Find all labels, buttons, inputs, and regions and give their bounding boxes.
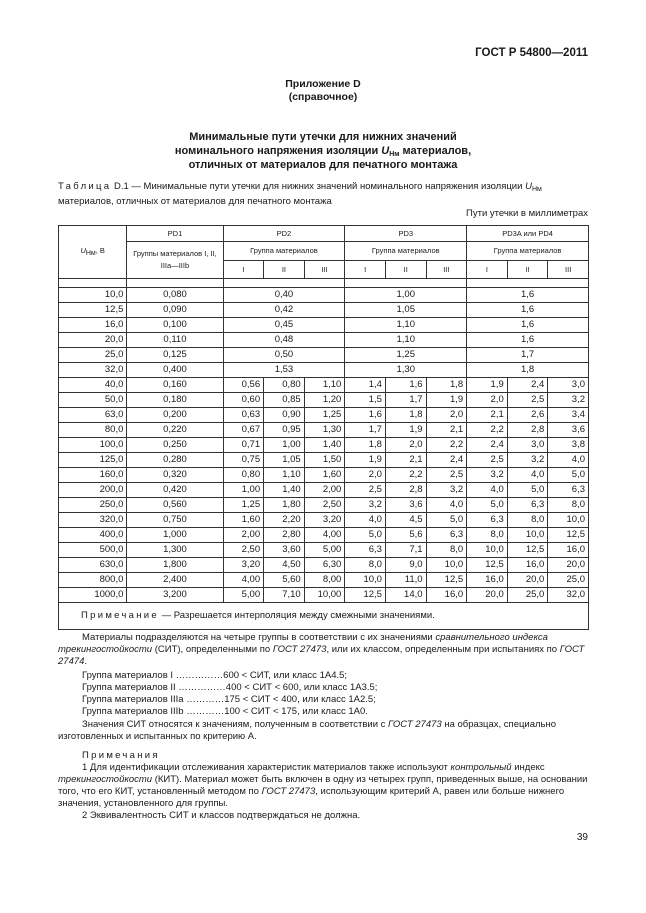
value-cell: 1,30 xyxy=(345,363,467,378)
value-cell: 1,6 xyxy=(467,318,589,333)
group-item: Группа материалов II ……………400 < СИТ < 600, или класс 1А3.5; xyxy=(82,682,378,693)
section-title-line-3: отличных от материалов для печатного монтажа xyxy=(188,159,458,171)
value-cell: 12,5 xyxy=(345,588,386,603)
value-cell: 0,180 xyxy=(127,393,223,408)
value-cell: 2,4 xyxy=(507,378,548,393)
value-cell: 0,71 xyxy=(223,438,264,453)
table-row xyxy=(59,438,589,453)
value-cell: 2,5 xyxy=(467,453,508,468)
voltage-cell: 100,0 xyxy=(59,438,127,453)
value-cell: 1,6 xyxy=(467,303,589,318)
section-title-line-1: Минимальные пути утечки для нижних значений xyxy=(189,131,457,143)
table-row xyxy=(59,498,589,513)
value-cell: 4,0 xyxy=(426,498,467,513)
value-cell: 0,080 xyxy=(127,288,223,303)
note-1: 1 Для идентификации отслеживания характеристик материалов также используют контрольный индекс трекингостойкости (КИТ). Материал может быть включен в одну из четырех групп, приведенных выше, на основании того, что его КИТ, установленный методом по ГОСТ 27473, использующим критерий А, равен или больше нижнего значения, установленного для группы. xyxy=(58,762,588,809)
voltage-cell: 500,0 xyxy=(59,543,127,558)
value-cell: 3,0 xyxy=(548,378,589,393)
value-cell: 2,8 xyxy=(385,483,426,498)
value-cell: 4,0 xyxy=(507,468,548,483)
table-row xyxy=(59,303,589,318)
table-caption: Таблица D.1 — Минимальные пути утечки для нижних значений номинального напряжения изоляции $U_{Нм}$ материалов, отличных от материалов для печатного монтажа xyxy=(58,181,542,207)
value-cell: 0,40 xyxy=(223,288,345,303)
group-iii: III xyxy=(548,261,589,279)
table-header-row-1 xyxy=(59,226,589,242)
value-cell: 5,0 xyxy=(548,468,589,483)
voltage-cell: 63,0 xyxy=(59,408,127,423)
creepage-table xyxy=(58,225,589,630)
value-cell: 2,00 xyxy=(304,483,345,498)
value-cell: 1,9 xyxy=(426,393,467,408)
value-cell: 1,10 xyxy=(345,318,467,333)
voltage-cell: 1000,0 xyxy=(59,588,127,603)
value-cell: 4,00 xyxy=(304,528,345,543)
value-cell: 1,9 xyxy=(467,378,508,393)
value-cell: 0,320 xyxy=(127,468,223,483)
value-cell: 1,60 xyxy=(304,468,345,483)
value-cell: 1,8 xyxy=(345,438,386,453)
value-cell: 3,6 xyxy=(385,498,426,513)
value-cell: 1,8 xyxy=(385,408,426,423)
value-cell: 6,3 xyxy=(426,528,467,543)
units-note: Пути утечки в миллиметрах xyxy=(466,208,588,219)
value-cell: 20,0 xyxy=(467,588,508,603)
paragraph-cti-values: Значения СИТ относятся к значениям, полученным в соответствии с ГОСТ 27473 на образцах, специально изготовленных и испытанных по критерию А. xyxy=(58,719,557,742)
group-ii: II xyxy=(264,261,305,279)
appendix-type: (справочное) xyxy=(288,91,358,103)
table-row xyxy=(59,423,589,438)
value-cell: 1,00 xyxy=(345,288,467,303)
value-cell: 1,7 xyxy=(467,348,589,363)
value-cell: 2,5 xyxy=(345,483,386,498)
value-cell: 1,25 xyxy=(223,498,264,513)
value-cell: 0,67 xyxy=(223,423,264,438)
value-cell: 6,3 xyxy=(548,483,589,498)
value-cell: 6,3 xyxy=(507,498,548,513)
value-cell: 3,2 xyxy=(467,468,508,483)
value-cell: 25,0 xyxy=(507,588,548,603)
value-cell: 2,4 xyxy=(467,438,508,453)
value-cell: 2,2 xyxy=(385,468,426,483)
value-cell: 1,00 xyxy=(223,483,264,498)
value-cell: 16,0 xyxy=(507,558,548,573)
header-voltage: UНм, В xyxy=(59,226,127,279)
value-cell: 10,0 xyxy=(426,558,467,573)
voltage-cell: 40,0 xyxy=(59,378,127,393)
value-cell: 5,60 xyxy=(264,573,305,588)
value-cell: 16,0 xyxy=(426,588,467,603)
value-cell: 2,8 xyxy=(507,423,548,438)
value-cell: 11,0 xyxy=(385,573,426,588)
value-cell: 5,00 xyxy=(304,543,345,558)
value-cell: 5,0 xyxy=(507,483,548,498)
value-cell: 0,090 xyxy=(127,303,223,318)
value-cell: 1,000 xyxy=(127,528,223,543)
value-cell: 2,80 xyxy=(264,528,305,543)
value-cell: 0,85 xyxy=(264,393,305,408)
value-cell: 12,5 xyxy=(548,528,589,543)
value-cell: 1,9 xyxy=(385,423,426,438)
value-cell: 3,60 xyxy=(264,543,305,558)
value-cell: 3,4 xyxy=(548,408,589,423)
group-item: Группа материалов IIIb …………100 < СИТ < 175, или класс 1А0. xyxy=(82,706,368,717)
value-cell: 0,45 xyxy=(223,318,345,333)
value-cell: 8,0 xyxy=(467,528,508,543)
voltage-cell: 50,0 xyxy=(59,393,127,408)
header-pd3a-pd4: PD3A или PD4 xyxy=(467,226,589,242)
value-cell: 2,5 xyxy=(426,468,467,483)
value-cell: 0,280 xyxy=(127,453,223,468)
voltage-cell: 320,0 xyxy=(59,513,127,528)
group-item: Группа материалов I ……………600 < СИТ, или класс 1А4.5; xyxy=(82,670,348,681)
value-cell: 3,2 xyxy=(345,498,386,513)
notes-label: Примечания xyxy=(82,750,160,761)
value-cell: 3,200 xyxy=(127,588,223,603)
value-cell: 2,1 xyxy=(385,453,426,468)
table-row xyxy=(59,408,589,423)
table-row xyxy=(59,288,589,303)
value-cell: 12,5 xyxy=(467,558,508,573)
value-cell: 5,00 xyxy=(223,588,264,603)
table-row xyxy=(59,573,589,588)
value-cell: 1,6 xyxy=(345,408,386,423)
value-cell: 3,6 xyxy=(548,423,589,438)
voltage-cell: 32,0 xyxy=(59,363,127,378)
voltage-cell: 10,0 xyxy=(59,288,127,303)
value-cell: 1,25 xyxy=(304,408,345,423)
value-cell: 3,20 xyxy=(223,558,264,573)
value-cell: 6,3 xyxy=(345,543,386,558)
value-cell: 0,56 xyxy=(223,378,264,393)
value-cell: 4,0 xyxy=(548,453,589,468)
value-cell: 0,42 xyxy=(223,303,345,318)
value-cell: 1,6 xyxy=(385,378,426,393)
value-cell: 4,50 xyxy=(264,558,305,573)
table-row xyxy=(59,348,589,363)
value-cell: 1,80 xyxy=(264,498,305,513)
value-cell: 10,0 xyxy=(467,543,508,558)
value-cell: 6,30 xyxy=(304,558,345,573)
value-cell: 14,0 xyxy=(385,588,426,603)
value-cell: 10,0 xyxy=(507,528,548,543)
table-note: Примечание — Разрешается интерполяция между смежными значениями. xyxy=(59,603,589,630)
table-row xyxy=(59,528,589,543)
value-cell: 5,6 xyxy=(385,528,426,543)
value-cell: 3,8 xyxy=(548,438,589,453)
voltage-cell: 20,0 xyxy=(59,333,127,348)
value-cell: 0,95 xyxy=(264,423,305,438)
table-row xyxy=(59,588,589,603)
value-cell: 1,6 xyxy=(467,333,589,348)
spacer-row xyxy=(59,279,589,288)
value-cell: 3,20 xyxy=(304,513,345,528)
value-cell: 2,1 xyxy=(426,423,467,438)
value-cell: 1,40 xyxy=(264,483,305,498)
group-ii: II xyxy=(385,261,426,279)
header-pd2: PD2 xyxy=(223,226,345,242)
table-header-row-2 xyxy=(59,242,589,261)
value-cell: 0,90 xyxy=(264,408,305,423)
voltage-cell: 160,0 xyxy=(59,468,127,483)
value-cell: 1,53 xyxy=(223,363,345,378)
table-row xyxy=(59,468,589,483)
value-cell: 3,2 xyxy=(507,453,548,468)
value-cell: 4,00 xyxy=(223,573,264,588)
value-cell: 1,7 xyxy=(345,423,386,438)
value-cell: 8,0 xyxy=(548,498,589,513)
value-cell: 20,0 xyxy=(507,573,548,588)
voltage-cell: 200,0 xyxy=(59,483,127,498)
voltage-cell: 16,0 xyxy=(59,318,127,333)
value-cell: 16,0 xyxy=(548,543,589,558)
voltage-cell: 125,0 xyxy=(59,453,127,468)
value-cell: 2,4 xyxy=(426,453,467,468)
value-cell: 0,50 xyxy=(223,348,345,363)
document-code: ГОСТ Р 54800—2011 xyxy=(475,47,588,59)
value-cell: 5,0 xyxy=(345,528,386,543)
value-cell: 2,0 xyxy=(467,393,508,408)
table-row xyxy=(59,483,589,498)
value-cell: 1,800 xyxy=(127,558,223,573)
table-row xyxy=(59,558,589,573)
value-cell: 8,0 xyxy=(507,513,548,528)
value-cell: 2,0 xyxy=(426,408,467,423)
value-cell: 1,40 xyxy=(304,438,345,453)
value-cell: 1,60 xyxy=(223,513,264,528)
value-cell: 0,560 xyxy=(127,498,223,513)
value-cell: 0,100 xyxy=(127,318,223,333)
value-cell: 7,10 xyxy=(264,588,305,603)
voltage-cell: 800,0 xyxy=(59,573,127,588)
table-row xyxy=(59,513,589,528)
value-cell: 10,0 xyxy=(548,513,589,528)
value-cell: 1,30 xyxy=(304,423,345,438)
value-cell: 1,8 xyxy=(426,378,467,393)
value-cell: 1,8 xyxy=(467,363,589,378)
page-number: 39 xyxy=(576,832,588,843)
value-cell: 1,9 xyxy=(345,453,386,468)
value-cell: 16,0 xyxy=(467,573,508,588)
table-row xyxy=(59,453,589,468)
table-row xyxy=(59,318,589,333)
value-cell: 3,0 xyxy=(507,438,548,453)
value-cell: 8,0 xyxy=(345,558,386,573)
value-cell: 0,200 xyxy=(127,408,223,423)
group-list xyxy=(58,670,589,718)
table-row xyxy=(59,333,589,348)
value-cell: 2,2 xyxy=(467,423,508,438)
voltage-cell: 630,0 xyxy=(59,558,127,573)
note-2: 2 Эквивалентность СИТ и классов подтверждаться не должна. xyxy=(82,810,361,821)
value-cell: 0,750 xyxy=(127,513,223,528)
table-row xyxy=(59,543,589,558)
value-cell: 2,50 xyxy=(223,543,264,558)
value-cell: 0,63 xyxy=(223,408,264,423)
value-cell: 0,60 xyxy=(223,393,264,408)
value-cell: 4,0 xyxy=(345,513,386,528)
header-pd1: PD1 xyxy=(127,226,223,242)
value-cell: 1,7 xyxy=(385,393,426,408)
notes-block xyxy=(58,750,589,822)
value-cell: 1,5 xyxy=(345,393,386,408)
value-cell: 0,420 xyxy=(127,483,223,498)
value-cell: 0,160 xyxy=(127,378,223,393)
value-cell: 4,0 xyxy=(467,483,508,498)
table-note-row xyxy=(59,603,589,630)
header-pd1-groups: Группы материалов I, II, IIIa—IIIb xyxy=(127,242,223,279)
value-cell: 3,2 xyxy=(426,483,467,498)
value-cell: 7,1 xyxy=(385,543,426,558)
value-cell: 0,110 xyxy=(127,333,223,348)
section-title-line-2: номинального напряжения изоляции $U_{Нм}$ материалов, xyxy=(174,145,472,158)
value-cell: 9,0 xyxy=(385,558,426,573)
value-cell: 10,0 xyxy=(345,573,386,588)
value-cell: 1,20 xyxy=(304,393,345,408)
voltage-cell: 12,5 xyxy=(59,303,127,318)
value-cell: 4,5 xyxy=(385,513,426,528)
header-pd3-group: Группа материалов xyxy=(345,242,467,261)
voltage-cell: 80,0 xyxy=(59,423,127,438)
value-cell: 2,6 xyxy=(507,408,548,423)
value-cell: 8,0 xyxy=(426,543,467,558)
voltage-cell: 250,0 xyxy=(59,498,127,513)
value-cell: 0,80 xyxy=(223,468,264,483)
group-item: Группа материалов IIIa …………175 < СИТ < 400, или класс 1А2.5; xyxy=(82,694,376,705)
value-cell: 1,50 xyxy=(304,453,345,468)
value-cell: 0,80 xyxy=(264,378,305,393)
value-cell: 3,2 xyxy=(548,393,589,408)
value-cell: 12,5 xyxy=(426,573,467,588)
value-cell: 1,05 xyxy=(345,303,467,318)
voltage-cell: 400,0 xyxy=(59,528,127,543)
value-cell: 1,10 xyxy=(264,468,305,483)
group-ii: II xyxy=(507,261,548,279)
table-row xyxy=(59,363,589,378)
value-cell: 2,1 xyxy=(467,408,508,423)
value-cell: 10,00 xyxy=(304,588,345,603)
value-cell: 2,2 xyxy=(426,438,467,453)
value-cell: 5,0 xyxy=(467,498,508,513)
value-cell: 6,3 xyxy=(467,513,508,528)
value-cell: 2,50 xyxy=(304,498,345,513)
value-cell: 0,220 xyxy=(127,423,223,438)
value-cell: 2,00 xyxy=(223,528,264,543)
value-cell: 2,20 xyxy=(264,513,305,528)
value-cell: 0,125 xyxy=(127,348,223,363)
value-cell: 8,00 xyxy=(304,573,345,588)
value-cell: 5,0 xyxy=(426,513,467,528)
value-cell: 12,5 xyxy=(507,543,548,558)
group-i: I xyxy=(467,261,508,279)
group-iii: III xyxy=(426,261,467,279)
value-cell: 0,250 xyxy=(127,438,223,453)
appendix-title: Приложение D xyxy=(285,78,361,90)
group-iii: III xyxy=(304,261,345,279)
value-cell: 2,0 xyxy=(385,438,426,453)
value-cell: 1,00 xyxy=(264,438,305,453)
header-pd3: PD3 xyxy=(345,226,467,242)
value-cell: 25,0 xyxy=(548,573,589,588)
group-i: I xyxy=(345,261,386,279)
value-cell: 2,5 xyxy=(507,393,548,408)
paragraph-material-groups: Материалы подразделяются на четыре группы в соответствии с их значениями сравнительного индекса трекингостойкости (СИТ), определенными по ГОСТ 27473, или их классом, определенным при испытаниях по ГОСТ 27474. xyxy=(58,632,585,667)
value-cell: 1,05 xyxy=(264,453,305,468)
value-cell: 1,25 xyxy=(345,348,467,363)
header-pd3a-group: Группа материалов xyxy=(467,242,589,261)
value-cell: 0,75 xyxy=(223,453,264,468)
table-row xyxy=(59,378,589,393)
value-cell: 32,0 xyxy=(548,588,589,603)
value-cell: 2,400 xyxy=(127,573,223,588)
table-row xyxy=(59,393,589,408)
value-cell: 20,0 xyxy=(548,558,589,573)
value-cell: 0,48 xyxy=(223,333,345,348)
voltage-cell: 25,0 xyxy=(59,348,127,363)
value-cell: 1,10 xyxy=(345,333,467,348)
value-cell: 0,400 xyxy=(127,363,223,378)
value-cell: 1,6 xyxy=(467,288,589,303)
group-i: I xyxy=(223,261,264,279)
header-pd2-group: Группа материалов xyxy=(223,242,345,261)
value-cell: 1,10 xyxy=(304,378,345,393)
value-cell: 1,4 xyxy=(345,378,386,393)
value-cell: 1,300 xyxy=(127,543,223,558)
value-cell: 2,0 xyxy=(345,468,386,483)
